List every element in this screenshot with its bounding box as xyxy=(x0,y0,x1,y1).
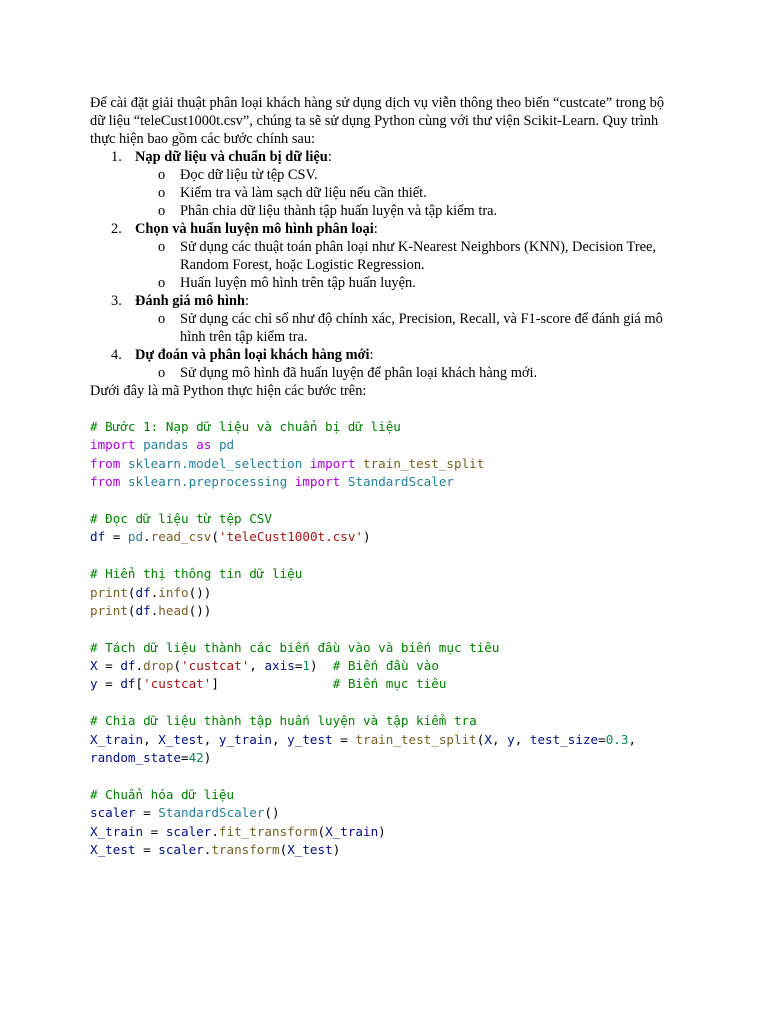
code-punctuation: = xyxy=(143,823,166,839)
code-punctuation: ( xyxy=(317,823,326,839)
code-line xyxy=(90,620,680,638)
code-punctuation: () xyxy=(264,805,280,821)
code-keyword: as xyxy=(196,437,212,453)
code-module: sklearn.model_selection xyxy=(127,455,303,471)
code-line xyxy=(90,492,680,510)
bullet-icon: o xyxy=(158,311,166,327)
code-variable: random_state xyxy=(90,750,181,766)
code-module: StandardScaler xyxy=(158,805,265,821)
code-punctuation: , xyxy=(203,731,219,747)
sub-item xyxy=(135,364,680,382)
code-variable: X_train xyxy=(90,823,144,839)
code-comment: # Biến mục tiêu xyxy=(332,676,447,692)
code-line xyxy=(90,418,680,436)
code-punctuation: ( xyxy=(127,602,136,618)
code-comment: # Tách dữ liệu thành các biến đầu vào và biến mục tiêu xyxy=(90,639,500,655)
code-punctuation: ) xyxy=(332,841,341,857)
code-module: StandardScaler xyxy=(347,474,455,490)
code-punctuation: ( xyxy=(279,841,288,857)
code-punctuation: , xyxy=(514,731,530,747)
code-punctuation: ) xyxy=(203,750,212,766)
sub-item xyxy=(135,166,680,184)
sub-item-text: Đọc dữ liệu từ tệp CSV. xyxy=(180,167,318,183)
code-punctuation: . xyxy=(150,602,159,618)
code-line xyxy=(90,749,680,767)
code-variable: y xyxy=(90,676,98,692)
code-punctuation: , xyxy=(491,731,508,747)
code-comment: # Biến đầu vào xyxy=(332,658,439,674)
code-variable: df xyxy=(120,658,136,674)
sub-list xyxy=(135,310,680,346)
code-punctuation xyxy=(340,474,348,489)
step-colon: : xyxy=(244,293,249,309)
code-variable: y_test xyxy=(287,731,333,747)
code-variable: scaler xyxy=(165,823,212,839)
code-variable: X_train xyxy=(90,731,144,747)
code-line xyxy=(90,565,680,583)
sub-item xyxy=(135,274,680,292)
code-function: fit_transform xyxy=(218,823,318,839)
code-function: drop xyxy=(143,658,174,674)
code-line xyxy=(90,841,680,859)
code-block xyxy=(90,418,680,859)
bullet-icon: o xyxy=(158,275,166,291)
code-punctuation: = xyxy=(181,750,189,766)
code-variable: y_train xyxy=(218,731,272,747)
code-variable: X_train xyxy=(325,823,379,839)
code-line xyxy=(90,731,680,749)
code-variable: y xyxy=(507,731,515,747)
code-variable: df xyxy=(120,676,136,692)
step-colon: : xyxy=(369,347,374,363)
step-title: Chọn và huấn luyện mô hình phân loại xyxy=(135,221,374,237)
code-comment: # Đọc dữ liệu từ tệp CSV xyxy=(90,510,272,526)
code-punctuation xyxy=(136,437,144,452)
code-module: pd xyxy=(218,437,235,453)
code-punctuation: = xyxy=(598,731,606,747)
code-comment: # Chia dữ liệu thành tập huấn luyện và tập kiểm tra xyxy=(90,713,477,729)
code-line xyxy=(90,786,680,804)
step-number: 4. xyxy=(111,347,122,363)
code-punctuation xyxy=(355,456,363,471)
code-punctuation: ( xyxy=(476,731,485,747)
code-keyword: from xyxy=(90,474,121,490)
code-comment: # Hiển thị thông tin dữ liệu xyxy=(90,566,303,582)
sub-list xyxy=(135,166,680,220)
step-number: 1. xyxy=(111,149,122,165)
code-line xyxy=(90,584,680,602)
code-number: 1 xyxy=(302,658,310,674)
sub-item xyxy=(135,202,680,220)
code-punctuation: = xyxy=(294,658,303,674)
sub-item xyxy=(135,310,680,346)
code-function: transform xyxy=(211,841,280,857)
code-punctuation: , xyxy=(143,731,159,747)
code-comment: # Bước 1: Nạp dữ liệu và chuẩn bị dữ liệu xyxy=(90,419,401,434)
code-keyword: from xyxy=(90,455,121,471)
step-colon: : xyxy=(373,221,378,237)
code-function: head xyxy=(158,602,189,618)
code-punctuation: ()) xyxy=(188,584,212,600)
code-punctuation: . xyxy=(150,584,159,600)
sub-item xyxy=(135,184,680,202)
code-number: 42 xyxy=(188,750,204,766)
bullet-icon: o xyxy=(158,365,166,381)
code-string: 'custcat' xyxy=(143,676,212,692)
code-punctuation: = xyxy=(105,529,128,545)
code-punctuation: ) xyxy=(310,658,333,674)
step-title: Đánh giá mô hình xyxy=(135,293,245,309)
code-punctuation xyxy=(211,437,219,452)
code-line xyxy=(90,694,680,712)
code-punctuation xyxy=(302,456,310,471)
code-variable: X xyxy=(90,658,98,674)
bullet-icon: o xyxy=(158,185,166,201)
sub-item-text: Sử dụng các thuật toán phân loại như K-Nearest Neighbors (KNN), Decision Tree, Random Forest, hoặc Logistic Regression. xyxy=(180,239,656,273)
code-function: train_test_split xyxy=(355,731,477,747)
step-number: 3. xyxy=(111,293,122,309)
code-punctuation: = xyxy=(135,841,159,857)
code-line xyxy=(90,528,680,546)
code-punctuation: , xyxy=(628,731,637,747)
document-page xyxy=(90,94,680,859)
code-function: print xyxy=(90,584,128,600)
sub-item-text: Kiểm tra và làm sạch dữ liệu nếu cần thiết. xyxy=(180,185,427,201)
code-punctuation xyxy=(120,456,128,471)
step-item xyxy=(90,346,680,382)
sub-item-text: Phân chia dữ liệu thành tập huấn luyện và tập kiểm tra. xyxy=(180,203,498,219)
code-punctuation: . xyxy=(135,658,144,674)
code-line xyxy=(90,455,680,473)
sub-list xyxy=(135,238,680,292)
code-line xyxy=(90,804,680,822)
code-punctuation: ) xyxy=(363,529,371,545)
code-punctuation: ( xyxy=(173,658,182,674)
code-line xyxy=(90,712,680,730)
step-item xyxy=(90,292,680,346)
code-punctuation: . xyxy=(211,823,219,839)
code-variable: X xyxy=(484,731,492,747)
sub-item xyxy=(135,238,680,274)
code-line xyxy=(90,436,680,454)
code-punctuation: . xyxy=(203,841,212,857)
code-punctuation: ) xyxy=(378,823,386,839)
code-punctuation: ()) xyxy=(188,602,212,618)
code-function: info xyxy=(158,584,189,600)
code-line xyxy=(90,547,680,565)
steps-list xyxy=(90,148,680,382)
code-variable: X_test xyxy=(287,841,333,857)
code-module: sklearn.preprocessing xyxy=(127,474,288,490)
step-title: Nạp dữ liệu và chuẩn bị dữ liệu xyxy=(135,149,328,165)
code-variable: scaler xyxy=(158,841,204,857)
code-punctuation: = xyxy=(97,658,121,674)
code-punctuation: = xyxy=(332,731,356,747)
intro-paragraph: Để cài đặt giải thuật phân loại khách hàng sử dụng dịch vụ viễn thông theo biến “custcate” trong bộ dữ liệu “teleCust1000t.csv”, chúng ta sẽ sử dụng Python cùng với thư viện Scikit-Learn. Quy trình thực hiện bao gồm các bước chính sau: xyxy=(90,95,665,147)
code-string: 'custcat' xyxy=(181,658,250,674)
code-function: train_test_split xyxy=(363,455,485,471)
code-line xyxy=(90,510,680,528)
code-punctuation: = xyxy=(97,676,121,692)
code-keyword: import xyxy=(90,437,136,453)
sub-item-text: Sử dụng mô hình đã huấn luyện để phân loại khách hàng mới. xyxy=(180,365,538,381)
sub-item-text: Huấn luyện mô hình trên tập huấn luyện. xyxy=(180,275,416,291)
code-line xyxy=(90,473,680,491)
code-punctuation xyxy=(287,474,295,489)
step-colon: : xyxy=(327,149,332,165)
code-variable: X_test xyxy=(90,841,136,857)
step-item xyxy=(90,220,680,292)
outro-paragraph: Dưới đây là mã Python thực hiện các bước trên: xyxy=(90,383,367,399)
code-line xyxy=(90,602,680,620)
code-number: 0.3 xyxy=(605,731,629,747)
sub-list xyxy=(135,364,680,382)
code-variable: scaler xyxy=(90,805,136,821)
code-line xyxy=(90,675,680,693)
code-module: pandas xyxy=(143,437,189,453)
code-punctuation: ( xyxy=(127,584,136,600)
code-variable: axis xyxy=(264,658,295,674)
step-number: 2. xyxy=(111,221,122,237)
code-punctuation: ( xyxy=(211,529,219,545)
sub-item-text: Sử dụng các chỉ số như độ chính xác, Precision, Recall, và F1-score để đánh giá mô hình trên tập kiểm tra. xyxy=(180,311,663,345)
code-comment: # Chuẩn hóa dữ liệu xyxy=(90,786,235,802)
code-variable: df xyxy=(135,602,151,618)
code-punctuation: ] xyxy=(211,676,333,692)
code-variable: X_test xyxy=(158,731,204,747)
code-punctuation: . xyxy=(143,529,151,545)
code-punctuation: , xyxy=(272,731,288,747)
code-module: pd xyxy=(127,529,144,545)
code-line xyxy=(90,639,680,657)
code-keyword: import xyxy=(294,474,341,490)
code-function: print xyxy=(90,602,128,618)
code-punctuation: , xyxy=(249,658,265,674)
step-item xyxy=(90,148,680,220)
code-variable: test_size xyxy=(529,731,599,747)
code-punctuation: [ xyxy=(135,676,144,692)
code-variable: df xyxy=(90,529,106,545)
code-line xyxy=(90,767,680,785)
code-line xyxy=(90,823,680,841)
code-keyword: import xyxy=(309,455,356,471)
bullet-icon: o xyxy=(158,167,166,183)
bullet-icon: o xyxy=(158,203,166,219)
step-title: Dự đoán và phân loại khách hàng mới xyxy=(135,347,370,363)
code-line xyxy=(90,657,680,675)
bullet-icon: o xyxy=(158,239,166,255)
code-variable: df xyxy=(135,584,151,600)
code-string: 'teleCust1000t.csv' xyxy=(218,529,364,545)
code-punctuation xyxy=(120,474,128,489)
code-punctuation: = xyxy=(135,805,159,821)
code-function: read_csv xyxy=(150,529,212,545)
